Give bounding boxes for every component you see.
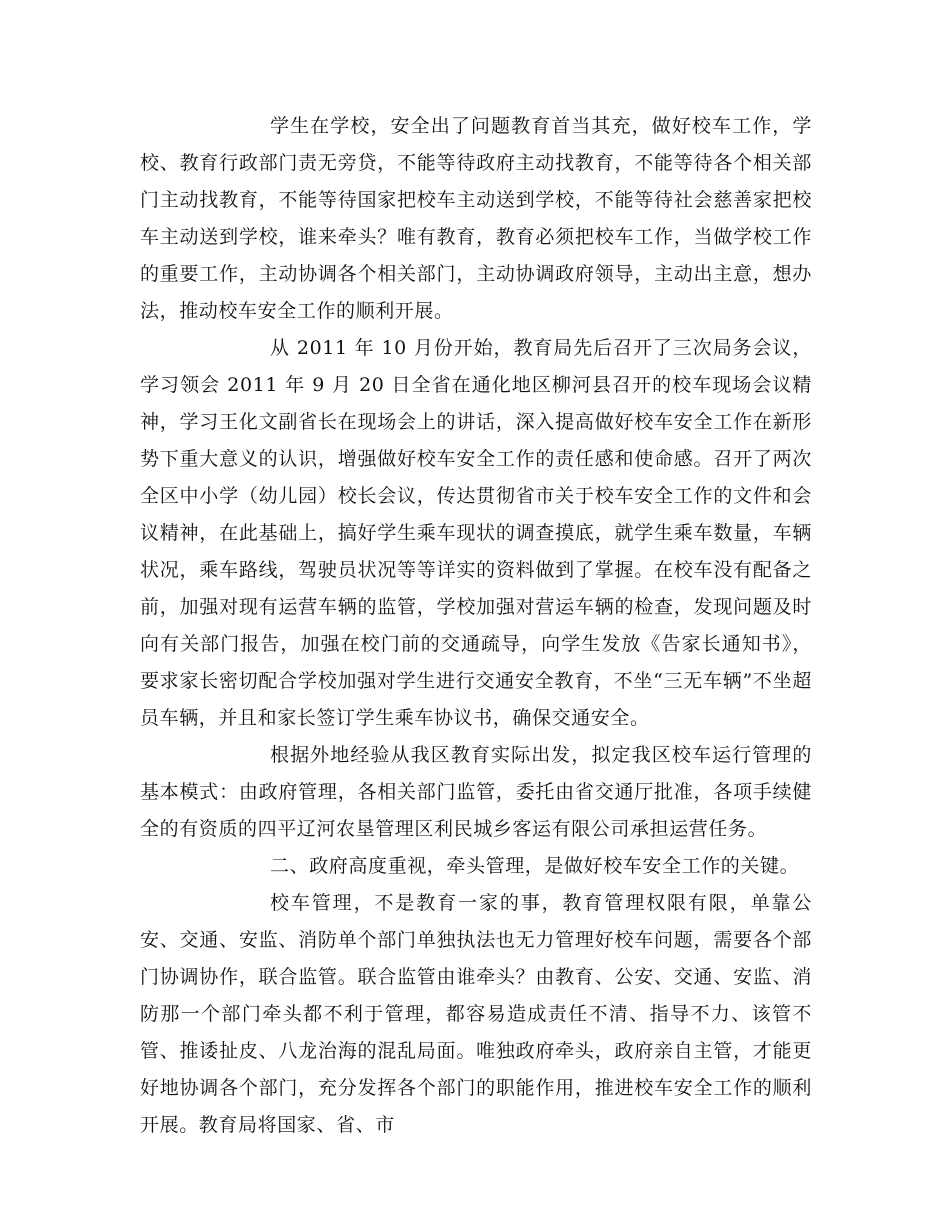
paragraph-management-model: 根据外地经验从我区教育实际出发，拟定我区校车运行管理的基本模式：由政府管理，各相关部门监管，委托由省交通厅批准，各项手续健全的有资质的四平辽河农垦管理区利民城乡客运有限公司承担运营任务。 xyxy=(140,744,812,840)
section-heading-government: 二、政府高度重视，牵头管理，是做好校车安全工作的关键。 xyxy=(270,855,800,877)
paragraph-meetings: 从 2011 年 10 月份开始，教育局先后召开了三次局务会议，学习领会 2011 年 9 月 20 日全省在通化地区柳河县召开的校车现场会议精神，学习王化文副省长在现场会上的讲话，深入提高做好校车安全工作在新形势下重大意义的认识，增强做好校车安全工作的责任感和使命感。召开了两次全区中小学（幼儿园）校长会议，传达贯彻省市关于校车安全工作的文件和会议精神，在此基础上，搞好学生乘车现状的调查摸底，就学生乘车数量，车辆状况，乘车路线，驾驶员状况等等详实的资料做到了掌握。在校车没有配备之前，加强对现有运营车辆的监管，学校加强对营运车辆的检查，发现问题及时向有关部门报告，加强在校门前的交通疏导，向学生发放《告家长通知书》，要求家长密切配合学校加强对学生进行交通安全教育，不坐“三无车辆”不坐超员车辆，并且和家长签订学生乘车协议书，确保交通安全。 xyxy=(140,337,812,729)
paragraph-responsibility: 学生在学校，安全出了问题教育首当其充，做好校车工作，学校、教育行政部门责无旁贷，不能等待政府主动找教育，不能等待各个相关部门主动找教育，不能等待国家把校车主动送到学校，不能等待社会慈善家把校车主动送到学校，谁来牵头？唯有教育，教育必须把校车工作，当做学校工作的重要工作，主动协调各个相关部门，主动协调政府领导，主动出主意，想办法，推动校车安全工作的顺利开展。 xyxy=(140,115,812,322)
document-body xyxy=(140,108,812,1144)
paragraph-joint-supervision: 校车管理，不是教育一家的事，教育管理权限有限，单靠公安、交通、安监、消防单个部门单独执法也无力管理好校车问题，需要各个部门协调协作，联合监管。联合监管由谁牵头？由教育、公安、交通、安监、消防那一个部门牵头都不利于管理，都容易造成责任不清、指导不力、该管不管、推诿扯皮、八龙治海的混乱局面。唯独政府牵头，政府亲自主管，才能更好地协调各个部门，充分发挥各个部门的职能作用，推进校车安全工作的顺利开展。教育局将国家、省、市 xyxy=(140,892,812,1136)
